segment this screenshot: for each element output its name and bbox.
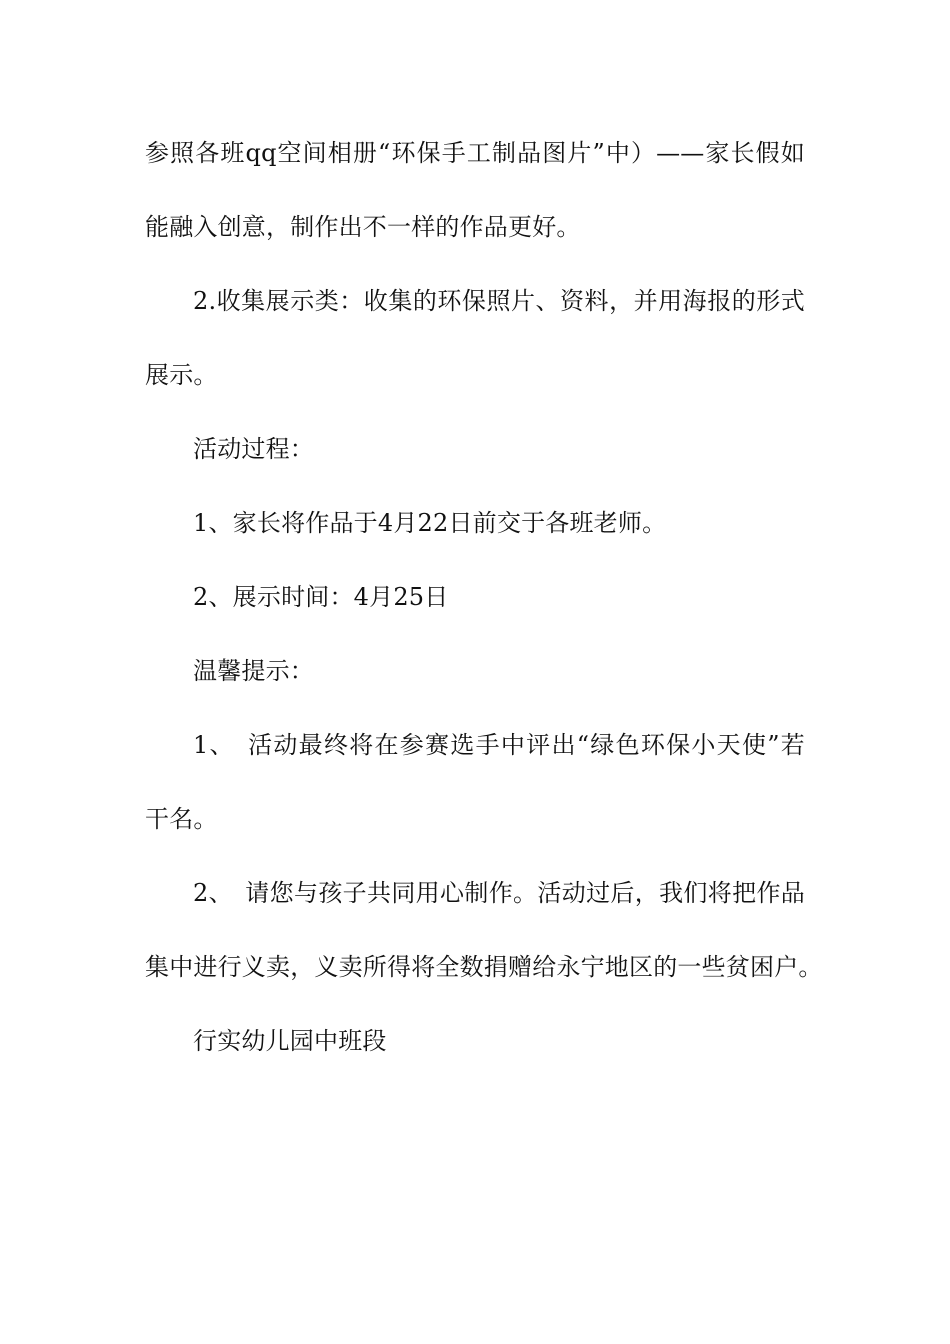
list-item: 1、家长将作品于4月22日前交于各班老师。: [193, 509, 667, 537]
paragraph-line: 集中进行义卖，义卖所得将全数捐赠给永宁地区的一些贫困户。: [145, 953, 823, 981]
list-item: 2、展示时间：4月25日: [193, 583, 449, 611]
section-heading: 温馨提示：: [193, 657, 314, 685]
section-heading: 活动过程：: [193, 435, 314, 463]
paragraph-line: 参照各班qq空间相册“环保手工制品图片”中）——家长假如: [145, 139, 805, 167]
paragraph-line: 能融入创意，制作出不一样的作品更好。: [145, 213, 581, 241]
list-item: 2、 请您与孩子共同用心制作。活动过后，我们将把作品: [193, 879, 805, 907]
list-item: 1、 活动最终将在参赛选手中评出“绿色环保小天使”若: [193, 731, 805, 759]
paragraph-line: 展示。: [145, 361, 218, 389]
paragraph-line: 干名。: [145, 805, 218, 833]
signature-line: 行实幼儿园中班段: [193, 1027, 387, 1055]
paragraph-line: 2.收集展示类：收集的环保照片、资料，并用海报的形式: [193, 287, 805, 315]
